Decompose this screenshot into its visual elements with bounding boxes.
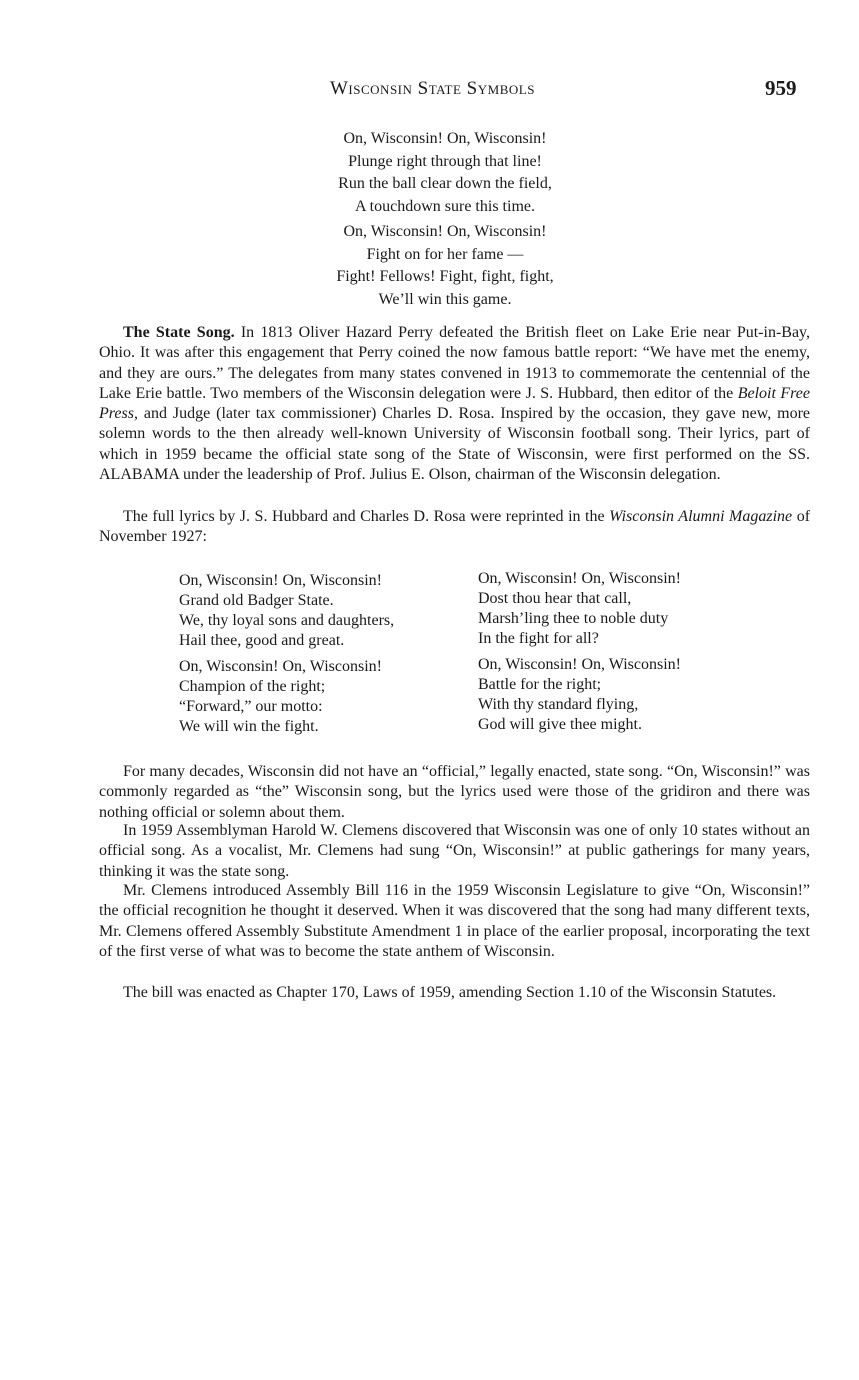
paragraph-text: In 1959 Assemblyman Harold W. Clemens discovered that Wisconsin was one of only 10 states without an official song. As a vocalist, Mr. Clemens had sung “On, Wisconsin!” at public gatherings for many years, thinking it was the state song. [99, 822, 810, 880]
lyric-line: Battle for the right; [478, 676, 602, 693]
newspaper-title: Beloit Free Press [99, 384, 810, 423]
chorus-line: Fight on for her fame — [366, 245, 524, 263]
lyric-line: In the fight for all? [478, 630, 599, 647]
paragraph-text: For many decades, Wisconsin did not have an “official,” legally enacted, state song. “On, Wisconsin!” was commonly regarded as “the” Wisconsin song, but the lyrics used were those of the gridiron and there was nothing official or solemn about them. [99, 763, 810, 821]
paragraph-assembly-bill [99, 881, 810, 962]
paragraph-text: Mr. Clemens introduced Assembly Bill 116 in the 1959 Wisconsin Legislature to give “On, Wisconsin!” the official recognition he thought it deserved. When it was discovered that the song had many different texts, Mr. Clemens offered Assembly Substitute Amendment 1 in place of the earlier proposal, incorporating the text of the first verse of what was to become the state anthem of Wisconsin. [99, 882, 810, 960]
paragraph-official-song [99, 762, 810, 823]
lyric-line: God will give thee might. [478, 716, 642, 733]
lyric-line: Marsh’ling thee to noble duty [478, 610, 669, 627]
lyrics-left-verse-2 [179, 657, 382, 737]
paragraph-state-song [99, 323, 810, 485]
paragraph-text: of November 1927: [99, 508, 811, 546]
lyric-line: We will win the fight. [179, 718, 319, 735]
running-title: Wisconsin State Symbols [330, 78, 535, 99]
paragraph-text: , and Judge (later tax commissioner) Charles D. Rosa. Inspired by the occasion, they gave new, more solemn words to the then already well-known University of Wisconsin football song. Their lyrics, part of which in 1959 became the official state song of the State of Wisconsin, were first performed on the SS. ALABAMA under the leadership of Prof. Julius E. Olson, chairman of the Wisconsin delegation. [99, 405, 810, 484]
run-in-heading: The State Song. [123, 324, 235, 341]
running-head [0, 78, 859, 102]
lyrics-right-verse-2 [478, 655, 681, 735]
chorus-line: On, Wisconsin! On, Wisconsin! [343, 223, 547, 240]
chorus-stanza-2 [240, 221, 650, 311]
lyric-line: Dost thou hear that call, [478, 590, 632, 607]
lyric-line: On, Wisconsin! On, Wisconsin! [478, 570, 681, 587]
chorus-line: We’ll win this game. [378, 290, 512, 308]
magazine-title: Wisconsin Alumni Magazine [609, 508, 793, 525]
lyric-line: On, Wisconsin! On, Wisconsin! [478, 656, 681, 673]
lyric-line: “Forward,” our motto: [179, 698, 323, 715]
paragraph-text: In 1813 Oliver Hazard Perry defeated the British fleet on Lake Erie near Put-in-Bay, Ohio. It was after this engagement that Perry coined the now famous battle report: “We have met the enemy, and they are ours.” The delegates from many states convened in 1913 to commemorate the centennial of the Lake Erie battle. Two members of the Wisconsin delegation were J. S. Hubbard, then editor of the [99, 324, 811, 402]
lyrics-left-verse-1 [179, 571, 394, 651]
chorus-line: Plunge right through that line! [348, 152, 542, 170]
lyric-line: Hail thee, good and great. [179, 632, 345, 649]
page-number: 959 [765, 76, 797, 100]
paragraph-full-lyrics [99, 507, 810, 548]
paragraph-clemens-discovery [99, 821, 810, 882]
chorus-line: Run the ball clear down the field, [338, 175, 552, 193]
lyrics-right-verse-1 [478, 569, 681, 649]
chorus-stanza-1 [240, 128, 650, 218]
chorus-line: Fight! Fellows! Fight, fight, fight, [336, 268, 554, 286]
lyric-line: Grand old Badger State. [179, 592, 334, 609]
lyric-line: Champion of the right; [179, 678, 326, 695]
paragraph-text: The full lyrics by J. S. Hubbard and Charles D. Rosa were reprinted in the [123, 508, 610, 525]
lyric-line: We, thy loyal sons and daughters, [179, 612, 395, 629]
chorus-line: A touchdown sure this time. [355, 197, 535, 215]
lyric-line: With thy standard flying, [478, 696, 639, 713]
paragraph-text: The bill was enacted as Chapter 170, Laws of 1959, amending Section 1.10 of the Wisconsin Statutes. [123, 984, 777, 1001]
lyric-line: On, Wisconsin! On, Wisconsin! [179, 572, 382, 589]
paragraph-enactment [99, 983, 810, 1003]
lyric-line: On, Wisconsin! On, Wisconsin! [179, 658, 382, 675]
chorus-line: On, Wisconsin! On, Wisconsin! [343, 130, 547, 147]
